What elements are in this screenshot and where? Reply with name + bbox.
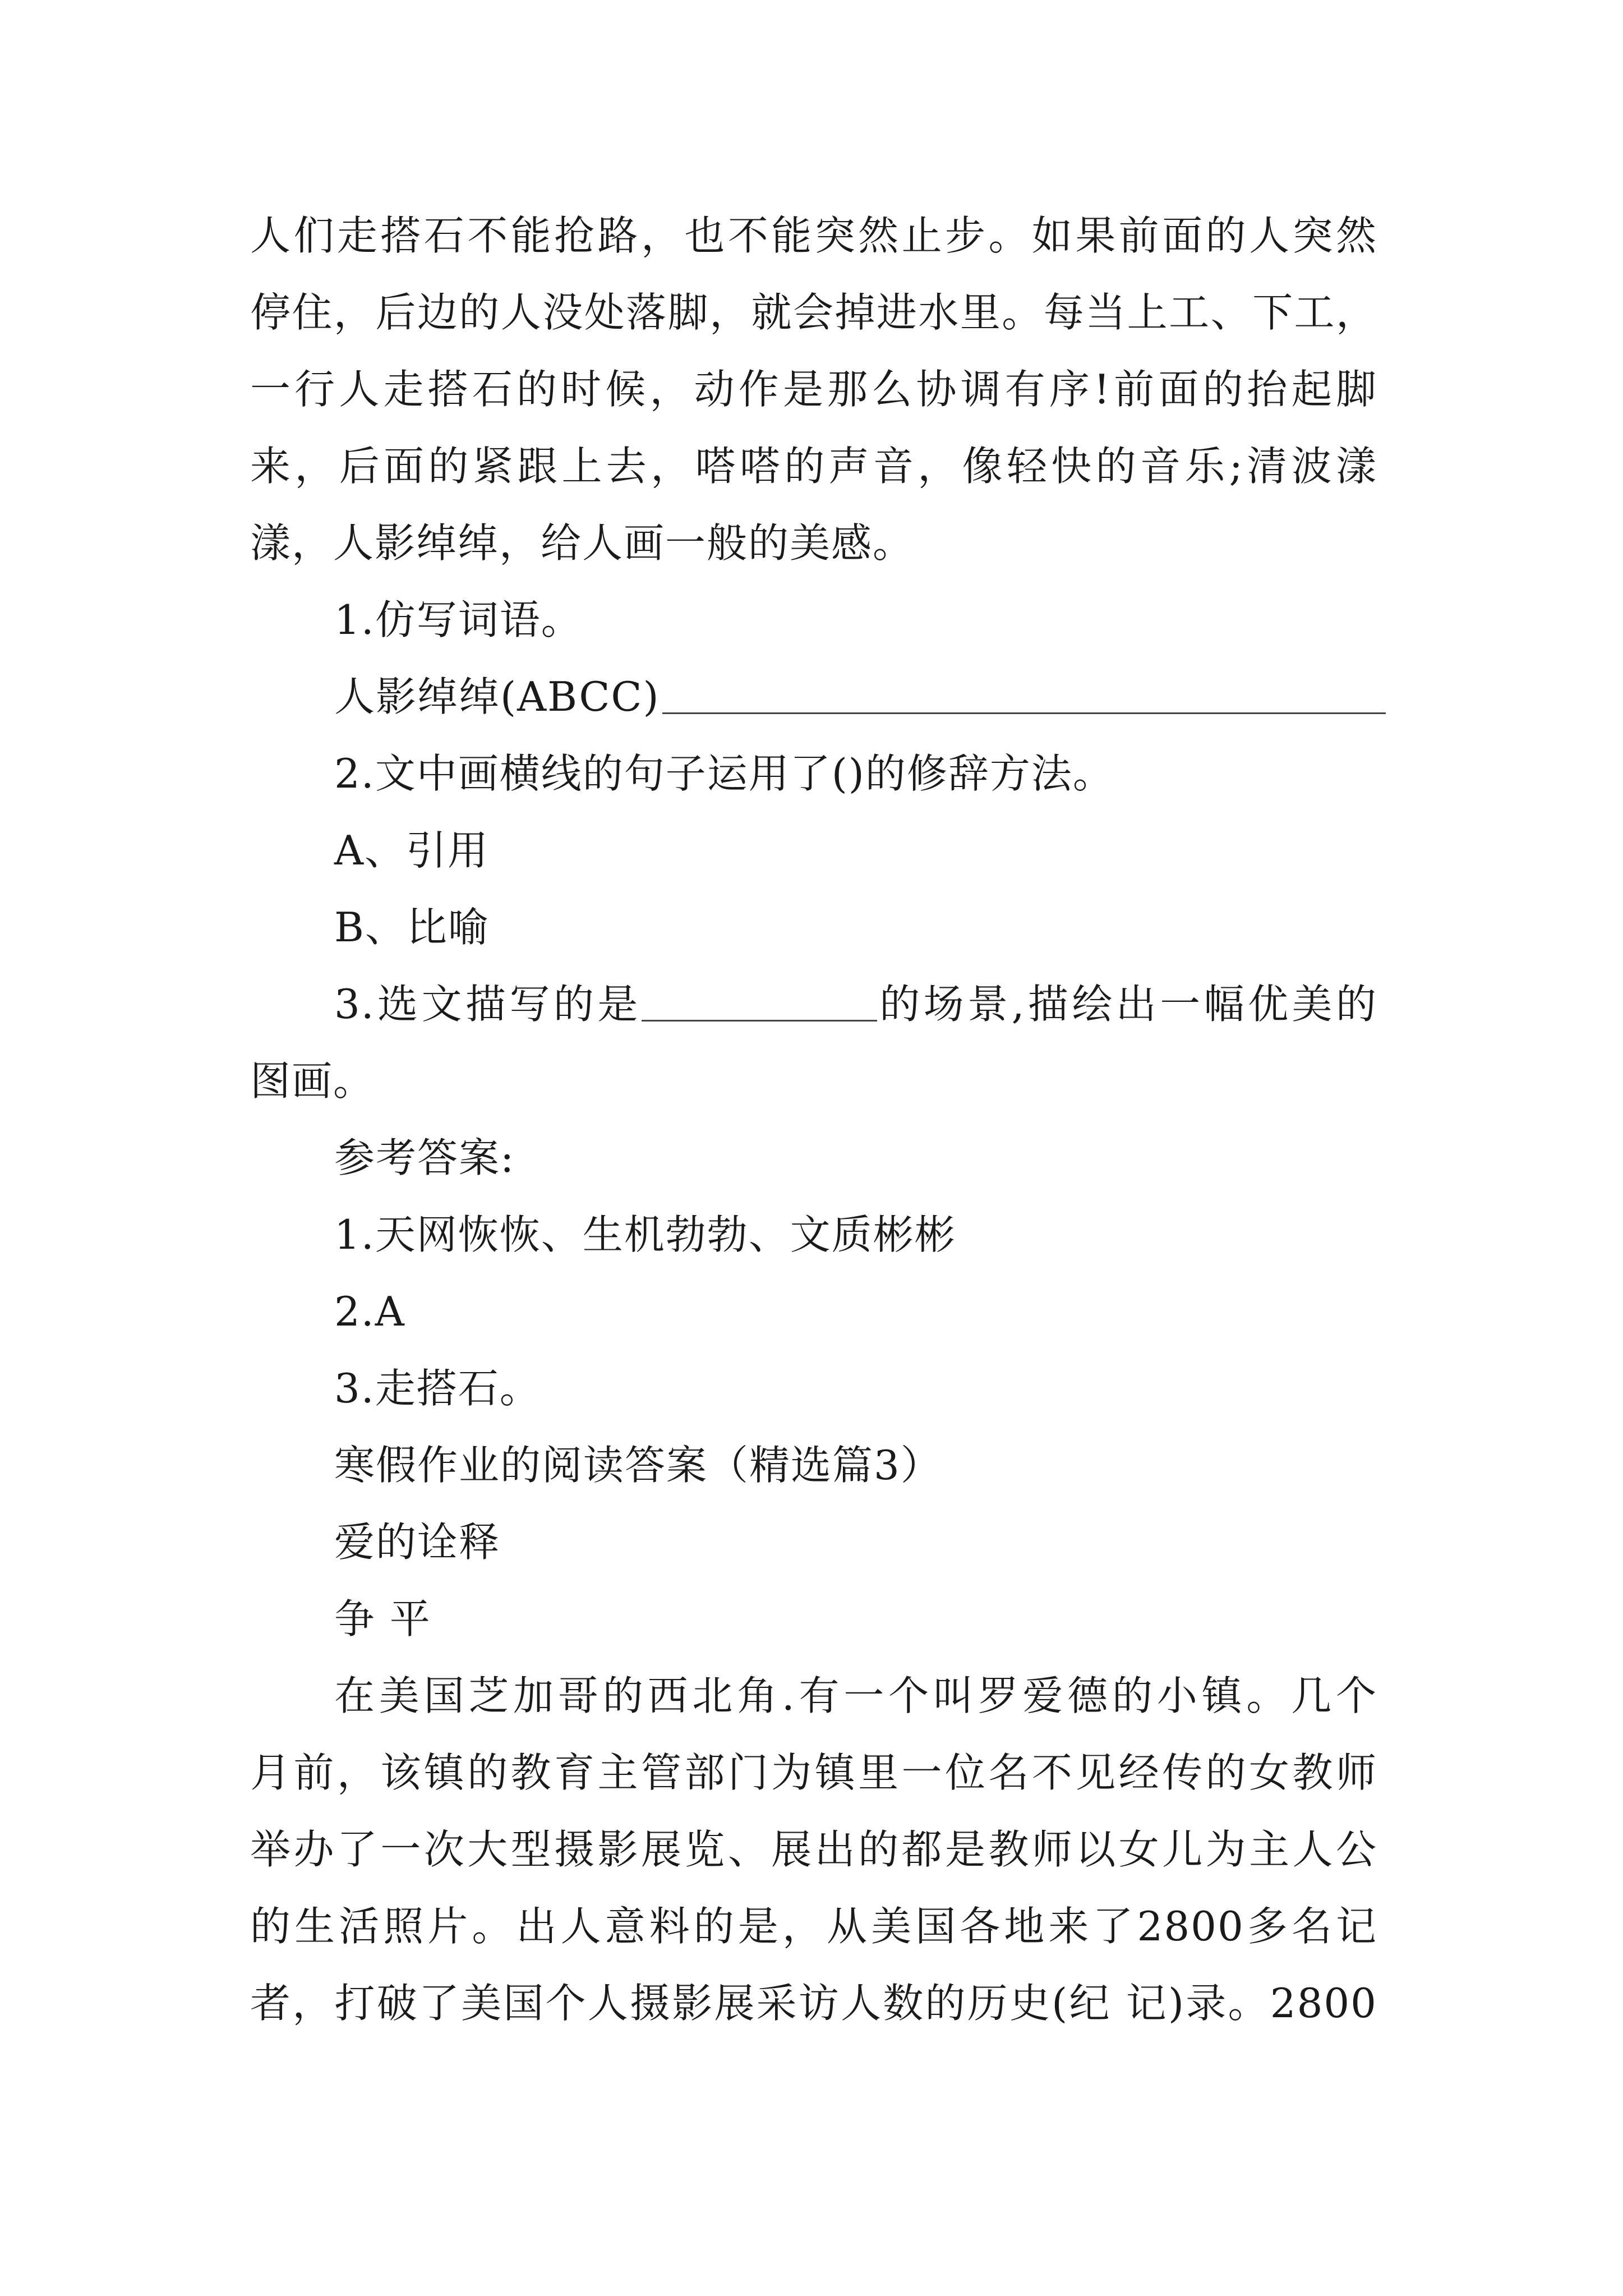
question-2-option-b: B、比喻 — [334, 904, 490, 951]
essay-title: 爱的诠释 — [334, 1519, 501, 1566]
question-1: 1.仿写词语。 — [334, 596, 583, 643]
paragraph2-line-3: 举办了一次大型摄影展览、展出的都是教师以女儿为主人公 — [250, 1826, 1377, 1873]
question-3-line-2: 图画。 — [250, 1057, 375, 1105]
paragraph2-line-1: 在美国芝加哥的西北角.有一个叫罗爱德的小镇。几个 — [334, 1672, 1377, 1719]
question-1-prompt — [334, 660, 1377, 733]
answer-1: 1.天网恢恢、生机勃勃、文质彬彬 — [334, 1211, 956, 1258]
paragraph1-line-3: 一行人走搭石的时候，动作是那么协调有序!前面的抬起脚 — [250, 366, 1377, 413]
question-1-prompt-text: 人影绰绰(ABCC) — [334, 673, 660, 720]
answer-2: 2.A — [334, 1288, 405, 1335]
question-2: 2.文中画横线的句子运用了()的修辞方法。 — [334, 750, 1114, 797]
essay-author: 争 平 — [334, 1595, 431, 1642]
answer-blank-1 — [662, 672, 1386, 714]
paragraph1-line-5: 漾，人影绰绰，给人画一般的美感。 — [250, 519, 915, 567]
paragraph1-line-2: 停住，后边的人没处落脚，就会掉进水里。每当上工、下工， — [250, 289, 1377, 336]
question-3-after: 的场景,描绘出一幅优美的 — [877, 981, 1377, 1028]
answer-3: 3.走搭石。 — [334, 1365, 541, 1412]
paragraph2-line-2: 月前，该镇的教育主管部门为镇里一位名不见经传的女教师 — [250, 1749, 1377, 1796]
paragraph2-line-5: 者，打破了美国个人摄影展采访人数的历史(纪 记)录。2800 — [250, 1980, 1377, 2027]
question-2-option-a: A、引用 — [334, 827, 489, 874]
section-title: 寒假作业的阅读答案（精选篇3） — [334, 1442, 942, 1489]
paragraph1-line-4: 来，后面的紧跟上去，嗒嗒的声音，像轻快的音乐;清波漾 — [250, 443, 1377, 490]
question-3-before: 3.选文描写的是 — [334, 981, 642, 1028]
paragraph1-line-1: 人们走搭石不能抢路，也不能突然止步。如果前面的人突然 — [250, 212, 1377, 259]
answers-heading: 参考答案: — [334, 1134, 515, 1181]
question-3 — [334, 968, 1377, 1041]
paragraph2-line-4: 的生活照片。出人意料的是，从美国各地来了2800多名记 — [250, 1903, 1377, 1950]
answer-blank-3 — [642, 979, 877, 1022]
